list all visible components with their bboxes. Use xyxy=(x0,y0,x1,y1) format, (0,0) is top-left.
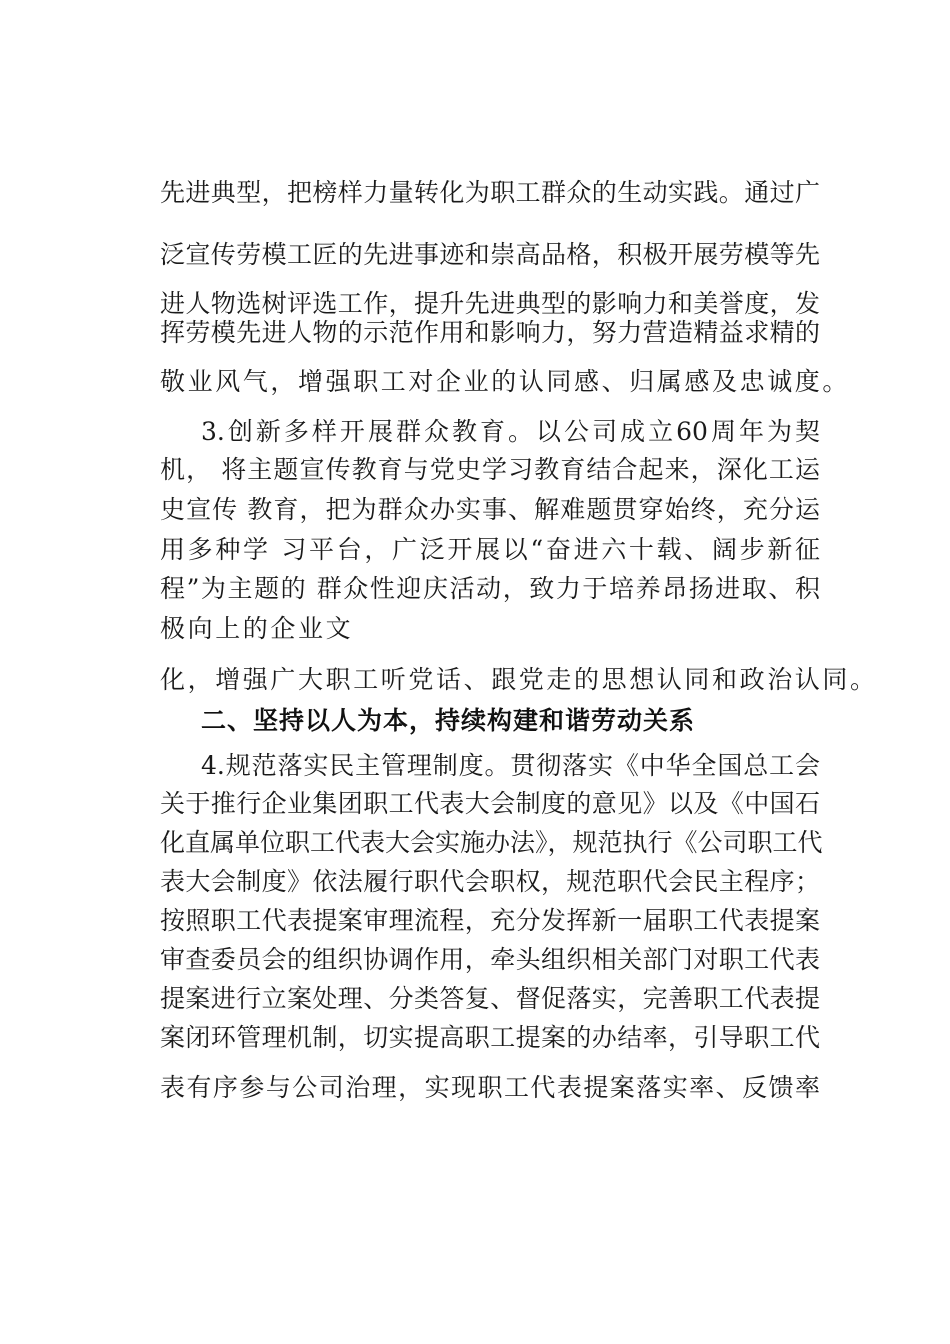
paragraph-line: 进人物选树评选工作，提升先进典型的影响力和美誉度，发 xyxy=(160,289,820,318)
paragraph-line: 化，增强广大职工听党话、跟党走的思想认同和政治认同。 xyxy=(160,665,878,694)
paragraph-line: 史宣传 教育，把为群众办实事、解难题贯穿始终，充分运 xyxy=(160,495,820,524)
paragraph-line: 关于推行企业集团职工代表大会制度的意见》以及《中国石 xyxy=(160,789,820,818)
paragraph-line: 极向上的企业文 xyxy=(160,614,354,643)
section-heading: 二、坚持以人为本，持续构建和谐劳动关系 xyxy=(201,706,696,735)
paragraph-line: 机， 将主题宣传教育与党史学习教育结合起来，深化工运 xyxy=(160,455,820,484)
paragraph-line: 提案进行立案处理、分类答复、督促落实，完善职工代表提 xyxy=(160,984,820,1013)
paragraph-line: 案闭环管理机制，切实提高职工提案的办结率，引导职工代 xyxy=(160,1023,820,1052)
paragraph-line: 程”为主题的 群众性迎庆活动，致力于培养昂扬进取、积 xyxy=(160,574,820,603)
paragraph-line: 用多种学 习平台，广泛开展以“奋进六十载、阔步新征 xyxy=(160,535,820,564)
paragraph-line: 4.规范落实民主管理制度。贯彻落实《中华全国总工会 xyxy=(201,751,820,780)
paragraph-line: 表大会制度》依法履行职代会职权，规范职代会民主程序； xyxy=(160,867,820,896)
paragraph-line: 挥劳模先进人物的示范作用和影响力，努力营造精益求精的 xyxy=(160,318,820,347)
paragraph-line: 按照职工代表提案审理流程，充分发挥新一届职工代表提案 xyxy=(160,906,820,935)
paragraph-line: 泛宣传劳模工匠的先进事迹和崇高品格，积极开展劳模等先 xyxy=(160,240,820,269)
paragraph-line: 审查委员会的组织协调作用，牵头组织相关部门对职工代表 xyxy=(160,945,820,974)
paragraph-line: 3.创新多样开展群众教育。以公司成立60周年为契 xyxy=(201,417,820,446)
paragraph-line: 表有序参与公司治理，实现职工代表提案落实率、反馈率 xyxy=(160,1073,820,1102)
paragraph-line: 先进典型，把榜样力量转化为职工群众的生动实践。通过广 xyxy=(160,178,820,207)
paragraph-line: 敬业风气，增强职工对企业的认同感、归属感及忠诚度。 xyxy=(160,367,851,396)
paragraph-line: 化直属单位职工代表大会实施办法》，规范执行《公司职工代 xyxy=(160,828,823,857)
